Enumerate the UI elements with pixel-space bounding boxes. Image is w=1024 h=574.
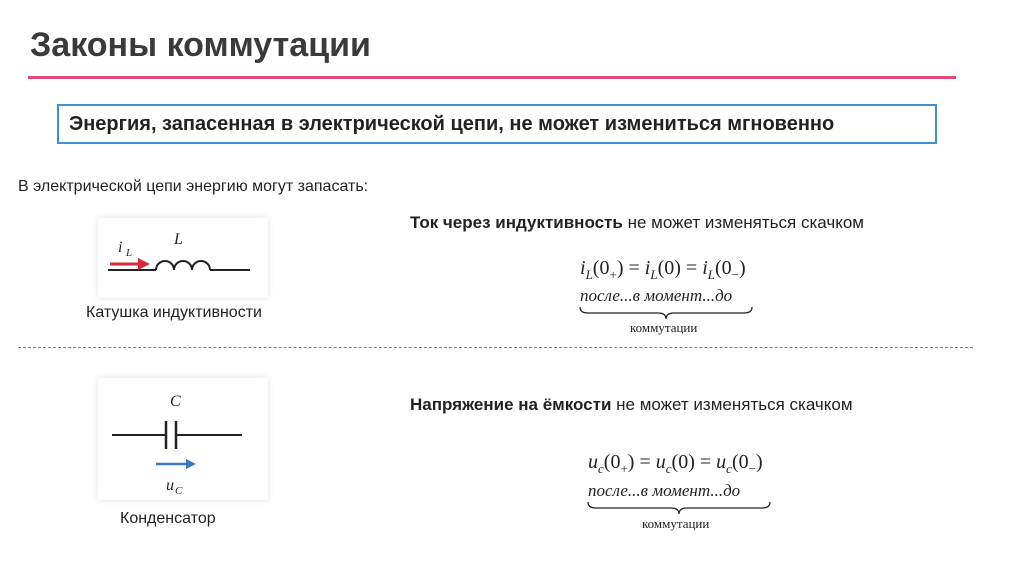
energy-statement-text: Энергия, запасенная в электрической цепи, не может измениться мгновенно bbox=[69, 112, 835, 135]
formula-arg: 0 bbox=[678, 451, 689, 473]
capacitor-statement-bold: Напряжение на ёмкости bbox=[410, 395, 612, 414]
energy-statement-box bbox=[57, 104, 937, 144]
formula-sub: L bbox=[707, 267, 715, 282]
current-label: i bbox=[118, 239, 123, 256]
title-underline bbox=[28, 76, 956, 79]
inductor-diagram-card bbox=[98, 218, 268, 298]
formula-var: i bbox=[580, 257, 586, 279]
capacitor-symbol-label: C bbox=[170, 393, 181, 410]
capacitor-formula: $u_c(0_+) = u_c(0) = u_c(0_-)$ bbox=[588, 451, 763, 476]
voltage-label-sub: C bbox=[175, 485, 183, 497]
formula-sub: c bbox=[726, 461, 732, 476]
formula-var: i bbox=[644, 257, 651, 279]
formula-arg: 0 bbox=[610, 451, 621, 473]
formula-var: i bbox=[702, 257, 708, 279]
inductor-brace-text: после...в момент...до bbox=[580, 286, 733, 305]
capacitor-under-label: коммутации bbox=[642, 516, 710, 531]
inductor-under-label: коммутации bbox=[630, 320, 698, 335]
formula-sub: c bbox=[665, 461, 672, 476]
capacitor-statement-rest: не может изменяться скачком bbox=[611, 395, 853, 414]
inductor-underbrace bbox=[578, 305, 754, 321]
formula-arg-sub: + bbox=[620, 461, 628, 476]
inductor-statement-bold: Ток через индуктивность bbox=[410, 213, 623, 232]
capacitor-brace-text: после...в момент...до bbox=[588, 481, 741, 500]
formula-arg: 0 bbox=[721, 257, 732, 279]
formula-var: u bbox=[588, 451, 598, 473]
inductor-statement bbox=[410, 213, 864, 233]
inductor-statement-rest: не может изменяться скачком bbox=[622, 213, 864, 232]
inductor-symbol-label: L bbox=[174, 231, 183, 248]
capacitor-diagram-card bbox=[98, 378, 268, 500]
formula-var: u bbox=[655, 451, 666, 473]
current-arrow-icon bbox=[138, 258, 150, 270]
formula-arg: 0 bbox=[738, 451, 749, 473]
formula-sub: L bbox=[650, 267, 658, 282]
formula-sub: c bbox=[598, 461, 604, 476]
formula-sub: L bbox=[585, 267, 593, 282]
formula-arg-sub: − bbox=[748, 461, 756, 476]
voltage-arrow-icon bbox=[186, 459, 196, 469]
formula-var: u bbox=[716, 451, 727, 473]
capacitor-underbrace bbox=[586, 500, 772, 516]
voltage-label: u bbox=[166, 477, 174, 494]
formula-arg-sub: − bbox=[731, 267, 739, 282]
inductor-caption: Катушка индуктивности bbox=[86, 304, 262, 321]
current-label-sub: L bbox=[126, 247, 133, 259]
capacitor-statement bbox=[410, 395, 853, 415]
capacitor-caption: Конденсатор bbox=[120, 510, 216, 527]
section-separator bbox=[18, 347, 973, 348]
formula-arg: 0 bbox=[664, 257, 675, 279]
slide-title: Законы коммутации bbox=[30, 26, 371, 64]
formula-arg-sub: + bbox=[609, 267, 617, 282]
inductor-formula: $i_L(0_+) = i_L(0) = i_L(0_-)$ bbox=[580, 257, 746, 282]
inductor-diagram bbox=[98, 218, 268, 298]
formula-arg: 0 bbox=[599, 257, 610, 279]
inductor-coil bbox=[156, 261, 210, 270]
capacitor-diagram bbox=[98, 378, 268, 500]
intro-text: В электрической цепи энергию могут запасать: bbox=[18, 178, 369, 195]
